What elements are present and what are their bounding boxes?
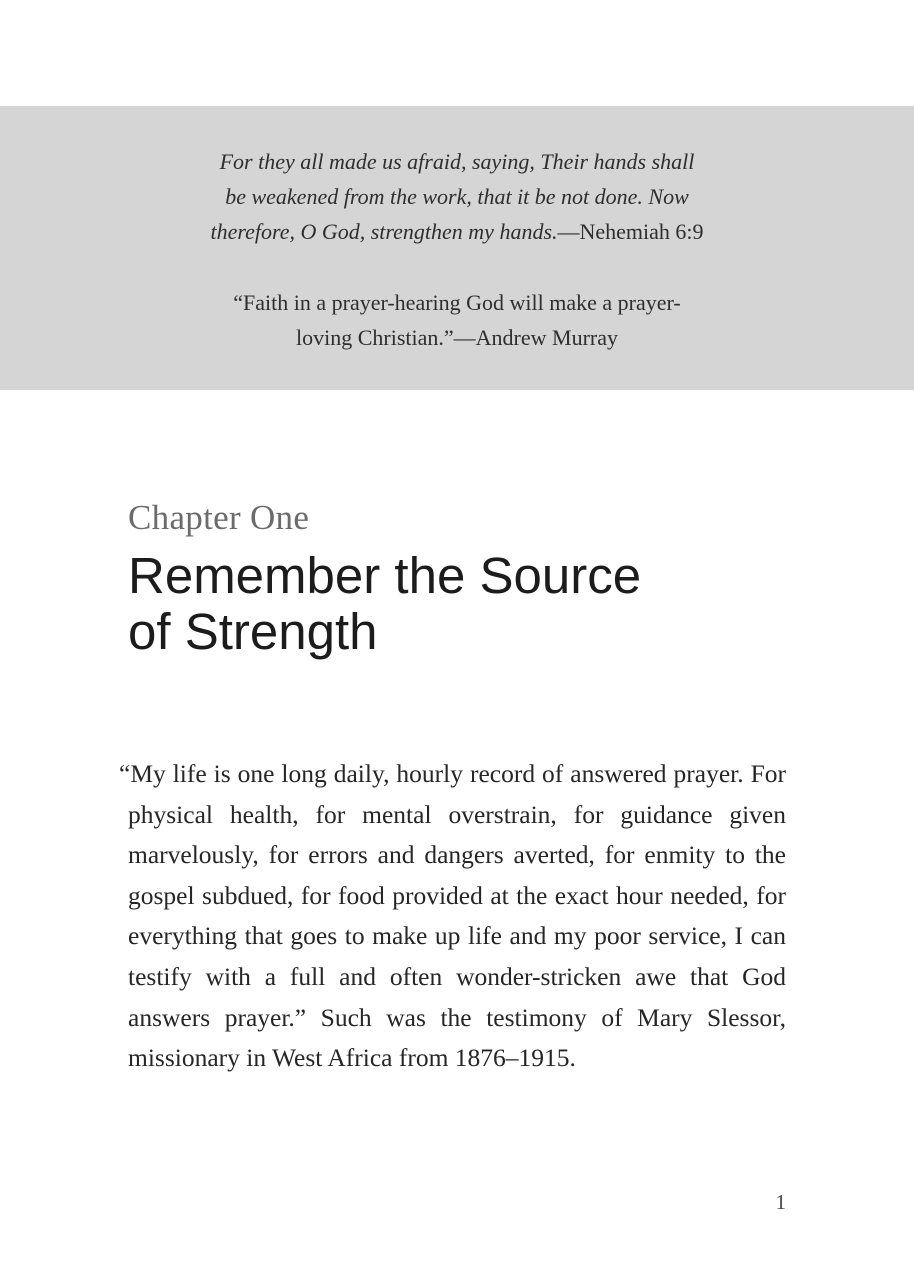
chapter-label: Chapter One <box>128 498 310 537</box>
quote-line: loving Christian.”—Andrew Murray <box>296 325 618 350</box>
epigraph-scripture <box>0 144 914 249</box>
scripture-line: be weakened from the work, that it be not done. Now <box>225 184 689 209</box>
chapter-title-line: Remember the Source <box>128 547 642 604</box>
epigraph-quote <box>0 285 914 355</box>
quote-line: “Faith in a prayer-hearing God will make a prayer- <box>233 290 681 315</box>
page-number: 1 <box>775 1190 786 1214</box>
scripture-reference: —Nehemiah 6:9 <box>557 219 704 244</box>
body-paragraph <box>119 754 786 1079</box>
scripture-line: therefore, O God, strengthen my hands.—Nehemiah 6:9 <box>210 219 704 244</box>
chapter-title-line: of Strength <box>128 603 378 660</box>
body-paragraph-text: “My life is one long daily, hourly record of answered prayer. For physical health, for mental overstrain, for guidance given marvelously, for errors and dangers averted, for enmity to the gospel subdued, for food provided at the exact hour needed, for everything that goes to make up life and my poor service, I can testify with a full and often wonder-stricken awe that God answers prayer.” Such was the testimony of Mary Slessor, missionary in West Africa from 1876–1915. <box>119 759 786 1073</box>
chapter-title <box>128 548 828 660</box>
scripture-line: For they all made us afraid, saying, Their hands shall <box>219 149 695 174</box>
